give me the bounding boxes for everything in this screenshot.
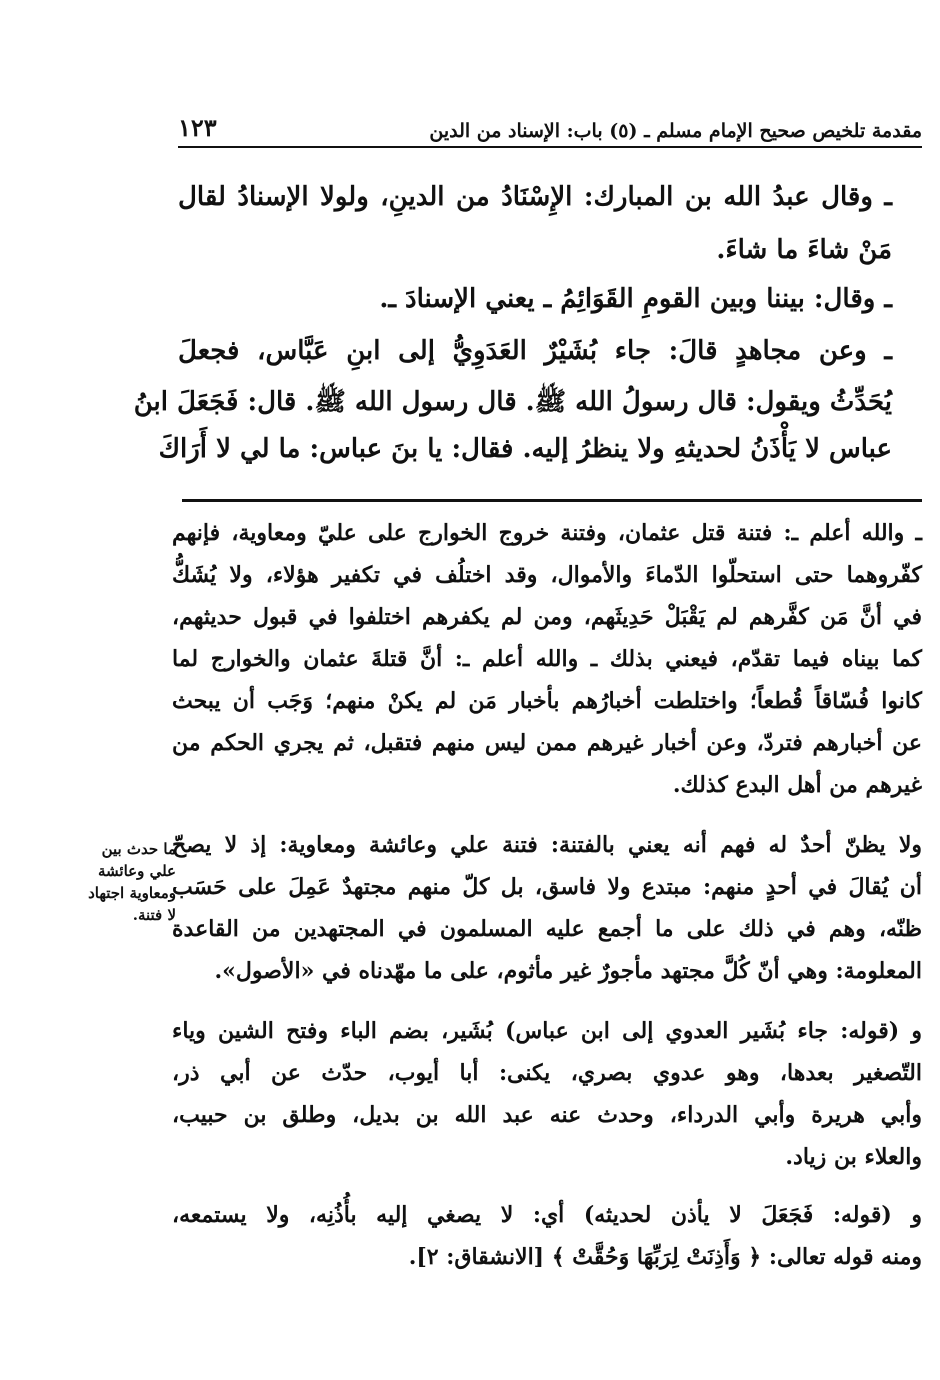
footnote-separator <box>182 499 922 502</box>
margin-note-line: ما حدث بين <box>101 840 176 858</box>
margin-note-line: لا فتنة. <box>132 906 176 924</box>
note-line: غيرهم من أهل البدع كذلك. <box>672 772 922 798</box>
main-text-line: ـ وعن مجاهدٍ قالَ: جاء بُشَيْرٌ العَدَوِيُّ إلى ابنِ عَبَّاس، فجعلَ <box>178 336 892 366</box>
note-line: ولا يظنّ أحدٌ له فهم أنه يعني بالفتنة: فتنة علي وعائشة ومعاوية: إذ لا يصحّ <box>172 832 922 858</box>
note-line: وأبي هريرة وأبي الدرداء، وحدث عنه عبد الله بن بديل، وطلق بن حبيب، <box>172 1102 922 1128</box>
margin-note <box>36 838 176 926</box>
note-line: المعلومة: وهي أنّ كُلَّ مجتهد مأجورٌ غير مأثوم، على ما مهّدناه في «الأصول». <box>214 958 922 984</box>
main-text-line: يُحَدِّثُ ويقول: قال رسولُ الله ﷺ. قال رسول الله ﷺ. قال: فَجَعَلَ ابنُ <box>133 387 892 417</box>
page-header <box>178 108 922 142</box>
note-line: والعلاء بن زياد. <box>785 1144 922 1170</box>
margin-note-line: ومعاوية اجتهاد <box>88 884 176 902</box>
note-line: ـ والله أعلم ـ: فتنة قتل عثمان، وفتنة خروج الخوارج على عليّ ومعاوية، فإنهم <box>172 520 922 546</box>
note-line: ظنّه، وهم في ذلك على ما أجمع عليه المسلمون في المجتهدين من القاعدة <box>172 916 922 942</box>
page-number: ١٢٣ <box>178 113 217 142</box>
note-line: و (قوله: فَجَعَلَ لا يأذن لحديثه) أي: لا يصغي إليه بأُذُنِه، ولا يستمعه، <box>172 1202 922 1228</box>
main-text-line: ـ وقال: بيننا وبين القومِ القَوَائِمُ ـ يعني الإسنادَ ـ. <box>379 284 892 314</box>
main-text-line: مَنْ شاءَ ما شاءَ. <box>716 235 892 265</box>
note-line: كانوا فُسّاقاً قُطعاً؛ واختلطت أخبارُهم بأخبار مَن لم يكنْ منهم؛ وَجَب أن يبحث <box>172 688 922 714</box>
note-line: التّصغير بعدها، وهو عدوي بصري، يكنى: أبا أيوب، حدّث عن أبي ذر، <box>172 1060 922 1086</box>
header-rule <box>178 146 922 148</box>
main-text-line: عباس لا يَأْذَنُ لحديثهِ ولا ينظرُ إليه. فقال: يا بنَ عباس: ما لي لا أَرَاكَ <box>158 434 892 464</box>
running-title: مقدمة تلخيص صحيح الإمام مسلم ـ (٥) باب: الإسناد من الدين <box>429 120 922 142</box>
note-line: كما بيناه فيما تقدّم، فيعني بذلك ـ والله أعلم ـ: أنَّ قتلةَ عثمان والخوارج لما <box>172 646 922 672</box>
note-line: ومنه قوله تعالى: ﴿ وَأَذِنَتْ لِرَبِّهَا وَحُقَّتْ ﴾ [الانشقاق: ٢]. <box>408 1244 922 1270</box>
note-line: كفّروهما حتى استحلّوا الدّماءَ والأموال، وقد اختلُف في تكفير هؤلاء، ولا يُشَكُّ <box>172 562 923 588</box>
main-text-line: ـ وقال عبدُ الله بن المبارك: الإِسْنَادُ من الدينِ، ولولا الإسنادُ لقال <box>178 182 892 212</box>
margin-note-line: علي وعائشة <box>97 862 176 880</box>
note-line: و (قوله: جاء بُشَير العدوي إلى ابن عباس) بُشَير، بضم الباء وفتح الشين وياء <box>172 1018 922 1044</box>
note-line: عن أخبارهم فتردّ، وعن أخبار غيرهم ممن ليس منهم فتقبل، ثم يجري الحكم من <box>172 730 922 756</box>
note-line: في أنَّ مَن كفَّرهم لم يَقْبَلْ حَدِيثَهم، ومن لم يكفرهم اختلفوا في قبول حديثهم، <box>172 604 922 630</box>
note-line: أن يُقالَ في أحدٍ منهم: مبتدع ولا فاسق، بل كلّ منهم مجتهدٌ عَمِلَ على حَسَب <box>172 874 922 900</box>
